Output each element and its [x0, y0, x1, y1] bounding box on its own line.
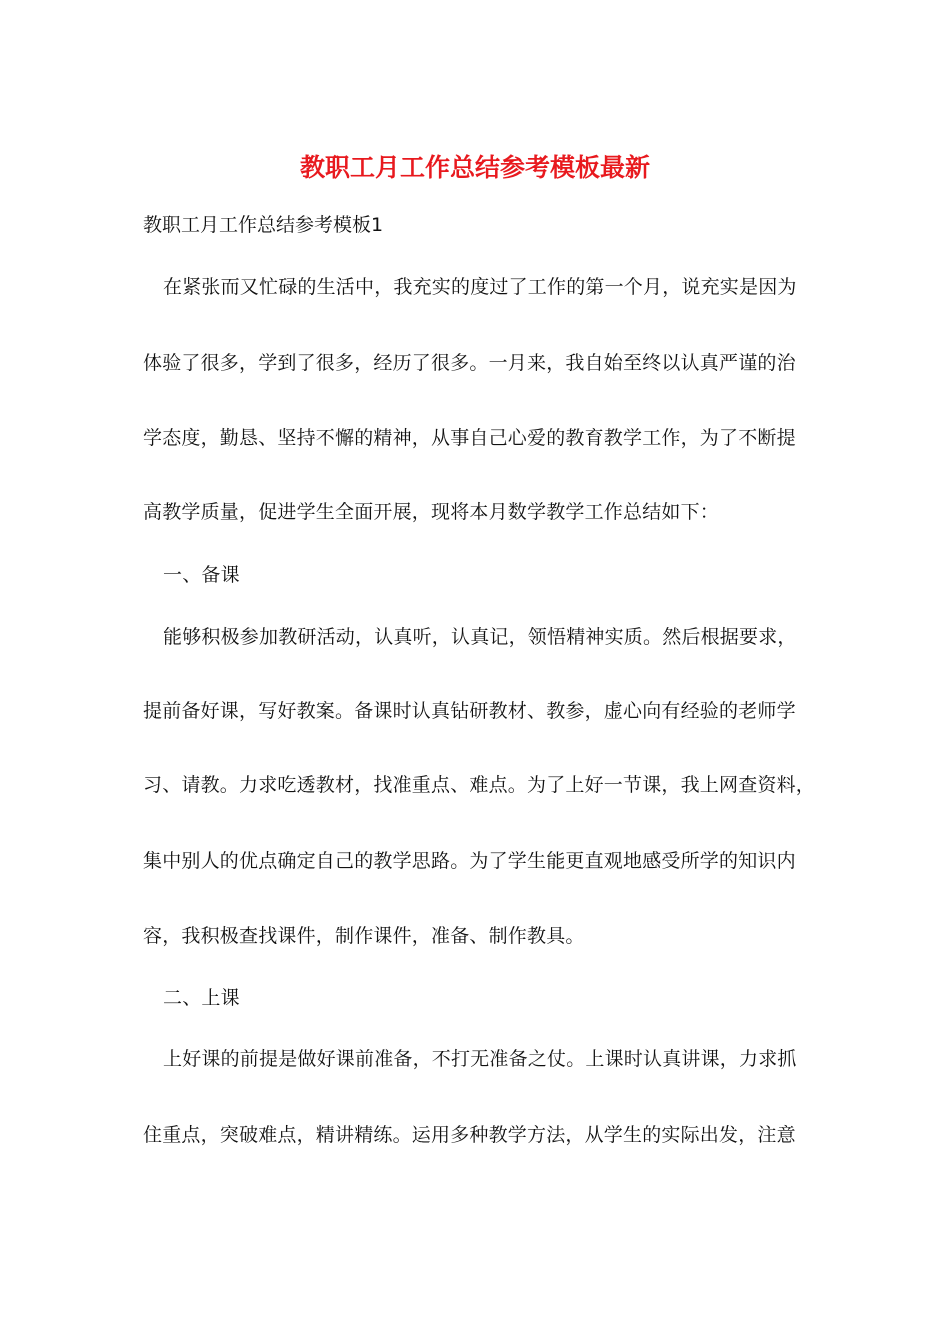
paragraph-line: 能够积极参加教研活动，认真听，认真记，领悟精神实质。然后根据要求， — [163, 626, 797, 648]
paragraph-line: 上好课的前提是做好课前准备，不打无准备之仗。上课时认真讲课，力求抓 — [163, 1048, 797, 1070]
paragraph-line: 提前备好课，写好教案。备课时认真钻研教材、教参，虚心向有经验的老师学 — [143, 700, 796, 722]
document-subtitle: 教职工月工作总结参考模板1 — [143, 214, 384, 236]
paragraph-line: 高教学质量，促进学生全面开展，现将本月数学教学工作总结如下： — [143, 501, 720, 523]
document-title: 教职工月工作总结参考模板最新 — [299, 153, 650, 182]
paragraph-line: 体验了很多，学到了很多，经历了很多。一月来，我自始至终以认真严谨的治 — [143, 352, 796, 374]
paragraph-line: 容，我积极查找课件，制作课件，准备、制作教具。 — [143, 925, 585, 947]
paragraph-line: 学态度，勤恳、坚持不懈的精神，从事自己心爱的教育教学工作，为了不断提 — [143, 427, 796, 449]
section-heading: 二、上课 — [163, 987, 240, 1009]
paragraph-line: 在紧张而又忙碌的生活中，我充实的度过了工作的第一个月，说充实是因为 — [163, 276, 797, 298]
paragraph-line: 习、请教。力求吃透教材，找准重点、难点。为了上好一节课，我上网查资料， — [143, 774, 816, 796]
paragraph-line: 住重点，突破难点，精讲精练。运用多种教学方法，从学生的实际出发，注意 — [143, 1124, 796, 1146]
section-heading: 一、备课 — [163, 564, 240, 586]
paragraph-line: 集中别人的优点确定自己的教学思路。为了学生能更直观地感受所学的知识内 — [143, 850, 796, 872]
